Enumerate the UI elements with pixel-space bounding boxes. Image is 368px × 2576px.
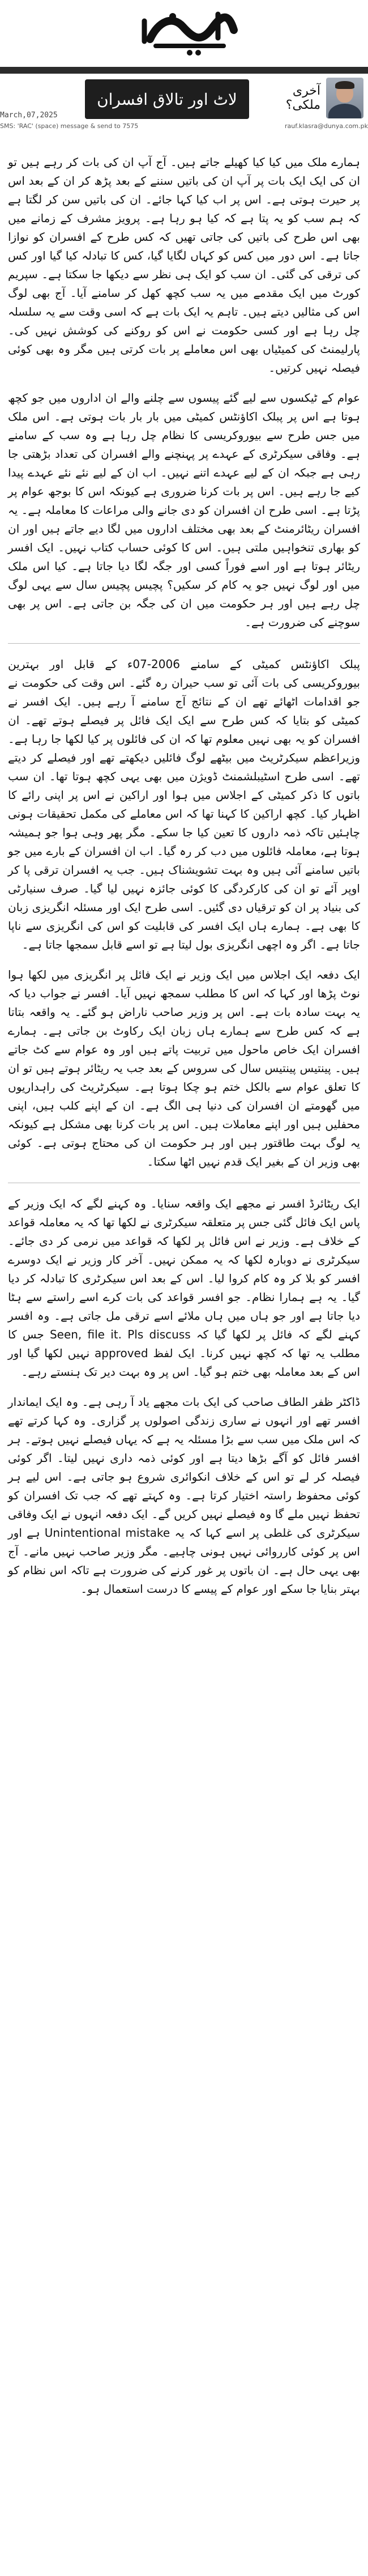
author-box: [256, 77, 363, 119]
column-header: [0, 67, 368, 146]
article-paragraph: عوام کے ٹیکسوں سے لیے گئے پیسوں سے چلنے والے ان اداروں میں جو کچھ ہوتا ہے اس پر پبلک اکاؤنٹس کمیٹی میں بار بار بات ہوتی ہے۔ اس ملک میں جس طرح سے بیوروکریسی کا نظام چل رہا ہے وہ سب کے سامنے ہے۔ وفاقی سیکرٹری کے عہدے پر پہنچنے والے افسران کی تعداد بڑھتی جا رہی ہے جبکہ ان کے لیے عہدے اتنے نہیں۔ اب ان کے لیے نئے نئے عہدے پیدا کیے جا رہے ہیں۔ اس پر بات کرنا ضروری ہے کیونکہ اس کا بوجھ عوام پر پڑتا ہے۔ اسی طرح ان افسران کو دی جانے والی مراعات کا معاملہ ہے۔ یہ افسران ریٹائرمنٹ کے بعد بھی مختلف اداروں میں لگا دیے جاتے ہیں اور ان کو بھاری تنخواہیں ملتی ہیں۔ اس کا کوئی حساب کتاب نہیں۔ ایک افسر ریٹائر ہوتا ہے اور اسے فوراً کسی اور جگہ لگا دیا جاتا ہے۔ کیا اس ملک میں اور لوگ نہیں جو یہ کام کر سکیں؟ پچیس پچیس سال سے یہی لوگ چل رہے ہیں اور ہر حکومت میں ان کی جگہ بن جاتی ہے۔ اس پر بھی سوچنے کی ضرورت ہے۔: [8, 391, 360, 629]
author-photo: [326, 78, 363, 118]
article-paragraph: ایک ریٹائرڈ افسر نے مجھے ایک واقعہ سنایا۔ وہ کہنے لگے کہ ایک وزیر کے پاس ایک فائل گئی جس پر متعلقہ سیکرٹری نے لکھا تھا کہ یہ معاملہ قواعد کے خلاف ہے۔ وزیر نے اس فائل پر لکھا کہ قواعد میں نرمی کر دی جائے۔ سیکرٹری نے دوبارہ لکھا کہ یہ ممکن نہیں۔ آخر کار وزیر نے ایک دوسرے افسر کو بلا کر وہ کام کروا لیا۔ اس کے بعد اس سیکرٹری کا تبادلہ کر دیا گیا۔ یہ ہے ہمارا نظام۔ جو افسر قواعد کی بات کرے اسے راستے سے ہٹا دیا جاتا ہے اور جو ہاں میں ہاں ملائے اسے ترقی مل جاتی ہے۔ وہ افسر کہنے لگے کہ فائل پر لکھا گیا کہ Seen, file it. Pls discuss جس کا مطلب یہ تھا کہ کچھ نہیں کرنا۔ ایک لفظ approved نہیں لکھا گیا اور اس کے بعد معاملہ بھی ختم ہو گیا۔ اس پر وہ بہت دیر تک ہنستے رہے۔: [8, 1197, 360, 1379]
author-name: آخری ملکی؟: [285, 84, 320, 112]
newspaper-logo: [130, 3, 243, 60]
sms-instructions: SMS: 'RAC' (space) message & send to 7575: [0, 122, 139, 130]
section-divider: [8, 643, 360, 644]
author-email: rauf.klasra@dunya.com.pk: [285, 122, 368, 130]
column-title: لاٹ اور تالاق افسران: [97, 90, 237, 109]
article-paragraph: ڈاکٹر ظفر الطاف صاحب کی ایک بات مجھے یاد آ رہی ہے۔ وہ ایک ایماندار افسر تھے اور انہوں نے ساری زندگی اصولوں پر گزاری۔ وہ کہا کرتے تھے کہ اس ملک میں سب سے بڑا مسئلہ یہ ہے کہ یہاں فیصلے نہیں ہوتے۔ ہر افسر فائل کو آگے بڑھا دیتا ہے اور کوئی ذمہ داری نہیں لیتا۔ اگر کوئی فیصلہ کر لے تو اس کے خلاف انکوائری شروع ہو جاتی ہے۔ اس لیے ہر کوئی محفوظ راستہ اختیار کرتا ہے۔ وہ کہتے تھے کہ جب تک افسران کو تحفظ نہیں ملے گا وہ فیصلے نہیں کریں گے۔ ایک دفعہ انہوں نے ایک وفاقی سیکرٹری کی غلطی پر اسے کہا کہ یہ Unintentional mistake ہے اور اس پر کوئی کارروائی نہیں ہونی چاہیے۔ مگر وزیر صاحب نہیں مانے۔ آج بھی یہی حال ہے۔ ان باتوں پر غور کرنے کی ضرورت ہے تاکہ اس نظام کو بہتر بنایا جا سکے اور عوام کے پیسے کا درست استعمال ہو۔: [8, 1395, 360, 1596]
article-body: [8, 153, 360, 1610]
column-title-box: [85, 79, 249, 119]
masthead: [0, 0, 368, 62]
article-paragraph: پبلک اکاؤنٹس کمیٹی کے سامنے 2006-07ء کے قابل اور بہترین بیوروکریسی کی بات آئی تو سب حیران رہ گئے۔ اس وقت کی حکومت نے جو اقدامات اٹھائے تھے ان کے نتائج آج سامنے آ رہے ہیں۔ ایک افسر نے کمیٹی کو بتایا کہ کس طرح سے ایک ایک فائل پر فیصلے ہوتے تھے۔ ان افسران کو یہ بھی نہیں معلوم تھا کہ ان کی فائلوں پر کیا لکھا جا رہا ہے۔ وزیراعظم سیکرٹریٹ میں بیٹھے لوگ فائلیں دیکھتے تھے اور فیصلے کر دیتے تھے۔ اسی طرح اسٹیبلشمنٹ ڈویژن میں بھی یہی کچھ ہوتا تھا۔ ان سب باتوں کا ذکر کمیٹی کے اجلاس میں ہوا اور اراکین نے اس پر اپنی رائے کا اظہار کیا۔ کچھ اراکین کا کہنا تھا کہ اس معاملے کی مکمل تحقیقات ہونی چاہئیں تاکہ ذمہ داروں کا تعین کیا جا سکے۔ مگر پھر وہی ہوا جو ہمیشہ ہوتا ہے، معاملہ فائلوں میں دب کر رہ گیا۔ اب ان افسران کے بارے میں جو باتیں سامنے آئی ہیں وہ بہت تشویشناک ہیں۔ جب یہ افسران ترقی پا کر اوپر آئے تو ان کی کارکردگی کا کوئی جائزہ نہیں لیا گیا۔ صرف سنیارٹی کی بنیاد پر ان کو ترقیاں دی گئیں۔ اسی طرح ایک اور مسئلہ انگریزی زبان کا بھی ہے۔ ہمارے ہاں ایک افسر کی قابلیت کو اس کی انگریزی سے ناپا جاتا ہے۔ اگر وہ اچھی انگریزی بول لیتا ہے تو اسے قابل سمجھا جاتا ہے۔: [8, 657, 360, 951]
article-paragraph: ہمارے ملک میں کیا کیا کھیلے جاتے ہیں۔ آج آپ ان کی بات کر رہے ہیں تو ان کی ایک ایک بات پر آپ ان کی باتیں سننے کے بعد پڑھ کر ان کے بعد اس پر حیرت ہوتی ہے۔ اس پر اب کیا کہا جائے۔ ان کی باتیں سن کر لگتا ہے کہ ہم سب کو یہ پتا ہے کہ کیا ہو رہا ہے۔ پرویز مشرف کے زمانے میں بھی اس طرح کی باتیں کی جاتی تھیں کہ کس طرح کے افسران کو نوازا جاتا ہے۔ اس دور میں کس کو کہاں لگایا گیا، کس کا تبادلہ کیا گیا اور کس کی ترقی کی گئی۔ ان سب کو ایک ہی نظر سے دیکھا جا سکتا ہے۔ سپریم کورٹ میں ایک مقدمے میں یہ سب کچھ کھل کر سامنے آیا۔ آج بھی لوگ اس کی مثالیں دیتے ہیں۔ تاہم یہ ایک بات ہے کہ اسی وقت سے یہ سلسلہ چل رہا ہے اور کسی حکومت نے اس کو روکنے کی کوشش نہیں کی۔ پارلیمنٹ کی کمیٹیاں بھی اس معاملے پر بات کرتی ہیں مگر وہ بھی کوئی فیصلہ نہیں کرتیں۔: [8, 155, 360, 375]
header-stripe: [0, 67, 368, 74]
logo-calligraphy-icon: [133, 4, 241, 59]
publish-date: March,07,2025: [0, 111, 58, 120]
article-paragraph: ایک دفعہ ایک اجلاس میں ایک وزیر نے ایک فائل پر انگریزی میں لکھا ہوا نوٹ پڑھا اور کہا کہ اس کا مطلب سمجھ نہیں آیا۔ افسر نے جواب دیا کہ یہ بہت سادہ بات ہے۔ اس پر وزیر صاحب ناراض ہو گئے۔ یہ واقعہ بتاتا ہے کہ کس طرح سے ہمارے ہاں زبان ایک رکاوٹ بن جاتی ہے۔ ہمارے افسران ایک خاص ماحول میں تربیت پاتے ہیں اور وہ عوام سے کٹ جاتے ہیں۔ پینتیس پینتیس سال کی سروس کے بعد جب یہ ریٹائر ہوتے ہیں تو ان کا تعلق عوام سے بالکل ختم ہو چکا ہوتا ہے۔ سیکرٹریٹ کی راہداریوں میں گھومتے ان افسران کی دنیا ہی الگ ہے۔ ان کے اپنے کلب ہیں، اپنی محفلیں ہیں اور اپنے معاملات ہیں۔ اس پر بات کرنا بھی مشکل ہے کیونکہ یہ لوگ بہت طاقتور ہیں اور ہر حکومت ان کی محتاج ہوتی ہے۔ کوئی بھی وزیر ان کے بغیر ایک قدم نہیں اٹھا سکتا۔: [8, 968, 360, 1168]
